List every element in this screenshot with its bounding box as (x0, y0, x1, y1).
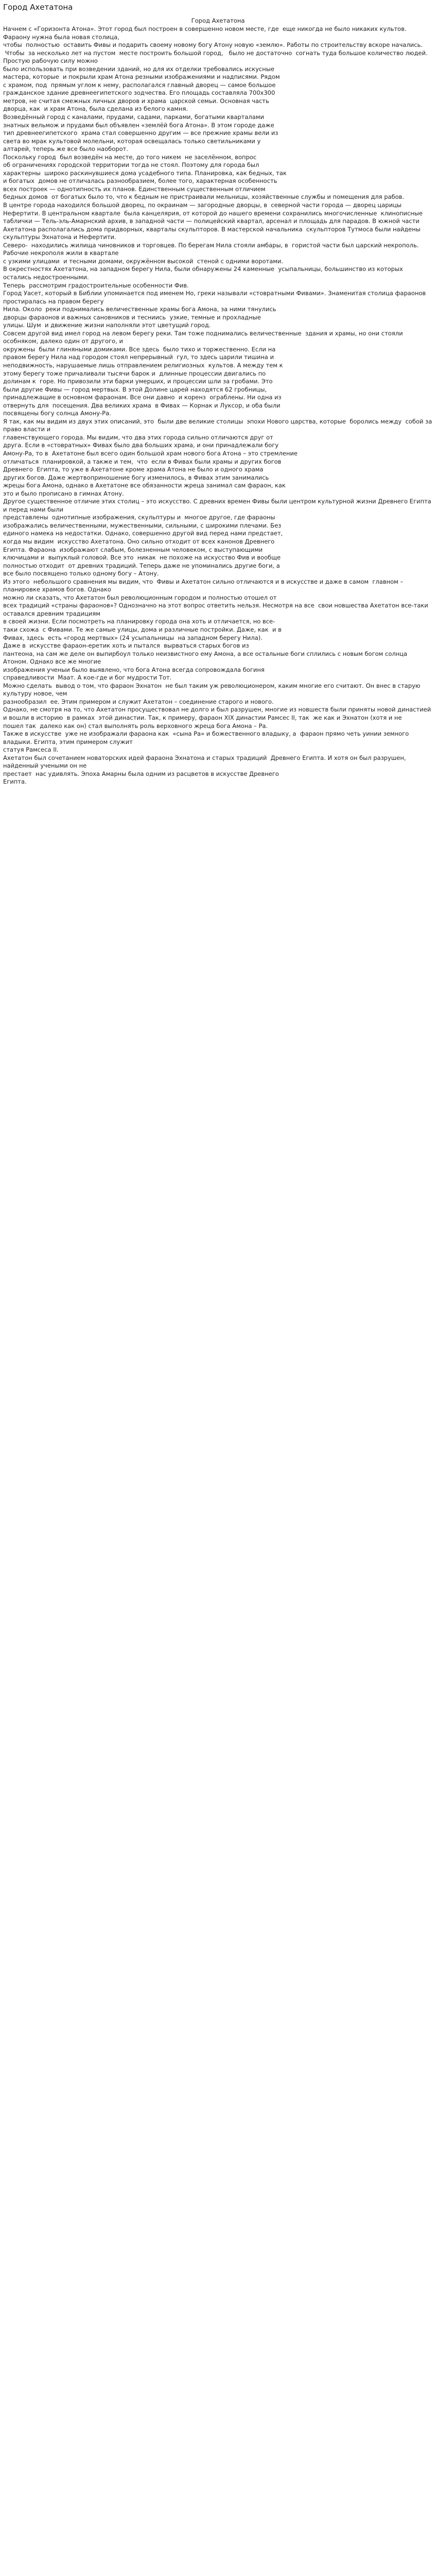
paragraph: Из этого небольшого сравнения мы видим, что Фивы и Ахетатон сильно отличаются и в искусстве и даже в самом главном – планировке храмов богов. Однако (3, 578, 405, 594)
paragraph: жрецы бога Амона, однако в Ахетатоне все обязанности жреца занимал сам фараон, как (3, 482, 286, 489)
paragraph: Ахетатона располагались дома придворных, кварталы скульпторов. В мастерской начальника скульпторов Тутмоса были найдены скульптуры Эхнатона и Нефертити. (3, 225, 425, 241)
paragraph: статуя Рамсеса II. (3, 746, 59, 754)
paragraph: В окрестностях Ахетатона, на западном берегу Нила, были обнаружены 24 каменные усыпальницы, большинство из которых остались недостроенными. (3, 265, 407, 281)
paragraph: можно ли сказать, что Ахетатон был революционным городом и полностью отошел от (3, 594, 277, 601)
paragraph: Чтобы за несколько лет на пустом месте построить большой город, было не достаточно согнать туда большое количество людей. Простую рабочую силу можно (3, 49, 430, 65)
paragraph: улицы. Шум и движение жизни наполняли этот цветущий город. (3, 321, 211, 329)
paragraph: Другое существенное отличие этих столиц – это искусство. С древних времен Фивы были центром культурной жизни Древнего Египта и перед нами были (3, 498, 433, 513)
document-page (0, 0, 436, 786)
document-body (3, 25, 433, 786)
paragraph: бедных домов от богатых было то, что к бедным не пристраивали мельницы, хозяйственные службы и помещения для рабов. (3, 193, 405, 201)
paragraph: были другие Фивы — город мертвых. В этой Долине царей находятся 62 гробницы, (3, 385, 267, 393)
paragraph: было использовать при возведении зданий, но для их отделки требовались искусные (3, 65, 274, 73)
paragraph: Теперь рассмотрим градостроительные особенности Фив. (3, 281, 189, 289)
paragraph: В центре города находился большой дворец, по окраинам — загородные дворцы, в северной части города — дворец царицы Нефертити. В центральном квартале была канцелярия, от которой до нашего времени сохранились многочисленные клинописные таблички — Тель-эль-Амарнский архив, в западной части — полицейский квартал, арсенал и площадь для парадов. В южной части (3, 201, 425, 225)
paragraph: с храмом, под прямым углом к нему, располагался главный дворец — самое большое (3, 81, 276, 89)
paragraph: этому берегу тоже причаливали тысячи барок и длинные процессии двигались по (3, 369, 266, 377)
paragraph: посвящены богу солнца Амону-Ра. (3, 410, 111, 417)
paragraph: с узкими улицами и тесными домами, окружённом высокой стеной с одними воротами. (3, 257, 284, 265)
paragraph: Фивах, здесь есть «город мертвых» (24 усыпальницы на западном берегу Нила). (3, 634, 263, 641)
paragraph: чтобы полностью оставить Фивы и подарить своему новому богу Атону новую «землю». Работы по строительству вскоре начались. (3, 41, 423, 49)
paragraph: алтарей, теперь же все было наоборот. (3, 145, 128, 153)
paragraph: Город Уасет, который в Библии упоминается под именем Но, греки называли «стовратными Фивами». Знаменитая столица фараонов простиралась на правом берегу (3, 290, 428, 305)
paragraph: дворца, как и храм Атона, была сделана из белого камня. (3, 105, 188, 113)
paragraph: Древнего Египта, то уже в Ахетатоне кроме храма Атона не было и одного храма (3, 466, 264, 473)
paragraph: в своей жизни. Если посмотреть на планировку города она хоть и отличается, но все- (3, 618, 275, 625)
paragraph: друга. Если в «стовратных» Фивах было два больших храма, и они принадлежали богу (3, 442, 279, 449)
paragraph: гражданское здание древнеегипетского зодчества. Его площадь составляла 700x300 (3, 89, 275, 97)
paragraph: знатных вельмож и прудами был объявлен «землёй бога Атона». В этом городе даже (3, 121, 274, 129)
document-subtitle: Город Ахетатона (191, 17, 245, 24)
paragraph: Египта. (3, 778, 27, 786)
paragraph: справедливости Маат. А кое-где и бог мудрости Тот. (3, 674, 172, 682)
paragraph: правом берегу Нила над городом стоял непрерывный гул, то здесь царили тишина и (3, 353, 274, 361)
paragraph: изображения ученыи было выявлено, что бога Атона всегда сопровождала богиня (3, 666, 265, 673)
paragraph: характерны широко раскинувшиеся дома усадебного типа. Планировка, как бедных, так (3, 169, 287, 177)
paragraph: представлены однотипные изображения, скульптуры и многое другое, где фараоны (3, 514, 275, 521)
paragraph: изображались величественными, мужественными, сильными, с широкими плечами. Без (3, 521, 282, 529)
paragraph: Возведённый город с каналами, прудами, садами, парками, богатыми кварталами (3, 113, 264, 121)
paragraph: Я так, как мы видим из двух этих описаний, это были две великие столицы эпохи Нового царства, которые боролись между собой за право власти и (3, 417, 434, 433)
paragraph: Совсем другой вид имел город на левом берегу реки. Там тоже поднимались величественные здания и храмы, но они стояли особняком, далеко один от другого, и (3, 329, 405, 345)
paragraph: главенствующего города. Мы видим, что два этих города сильно отличаются друг от (3, 433, 273, 441)
paragraph: таки схожа с Фивами. Те же самые улицы, дома и различные постройки. Даже, как и в (3, 626, 282, 634)
paragraph: Нила. Около реки поднимались величественные храмы бога Амона, за ними тянулись (3, 306, 276, 313)
paragraph: Амону-Ра, то в Ахетатоне был всего один большой храм нового бога Атона – это стремление (3, 449, 298, 457)
paragraph: отличаться планировкой, а также и тем, что если в Фивах были храмы и других богов (3, 457, 282, 465)
paragraph: это и было прописано в гимнах Атону. (3, 489, 124, 497)
paragraph: и богатых домов не отличалась разнообразием, более того, характерная особенность (3, 177, 277, 185)
paragraph: ключицами и выпуклый головой. Все это никак не похоже на искусство Фив и вообще (3, 554, 281, 562)
paragraph: долинам к горе. Но привозили эти барки умерших, и процессии шли за гробами. Это (3, 378, 273, 385)
paragraph: Поскольку город был возведён на месте, до того никем не заселённом, вопрос (3, 153, 257, 161)
paragraph: Даже в искусстве фараон-еретик хоть и пытался вырваться старых богов из (3, 642, 249, 650)
paragraph: Однако, не смотря на то, что Ахетатон просуществовал не долго и был разрушен, многие из новшеств были приняты новой династией (3, 706, 431, 714)
paragraph: об ограничениях городской территории тогда не стоял. Поэтому для города был (3, 161, 259, 169)
paragraph: Египта. Фараона изображают слабым, болезненным человеком, с выступающими (3, 546, 263, 553)
document-title: Город Ахетатона (3, 3, 73, 12)
paragraph: Можно сделать вывод о том, что фараон Эхнатон не был таким уж революционером, каким многие его считают. Он внес в старую культуру новое, чем (3, 682, 423, 698)
paragraph: дворцы фараонов и важных сановников и тесниись узкие, темные и прохладные (3, 313, 261, 321)
paragraph: мастера, которые и покрыли храм Атона резными изображениями и надписями. Рядом (3, 73, 280, 81)
paragraph: неподвижность, нарушаемые лишь отправлением религиозных культов. А между тем к (3, 361, 283, 369)
paragraph: и вошли в историю в рамках этой династии. Так, к примеру, фараон XIX династии Рамсес II, так же как и Эхнатон (хотя и не (3, 714, 402, 722)
paragraph: принадлежащие в основном фараонам. Все они давно и коренз ограблены. Ни одна из (3, 394, 282, 401)
paragraph: единого намека на недостатки. Однако, совершенно другой вид перед нами предстает, (3, 530, 283, 537)
paragraph: Начнем с «Горизонта Атона». Этот город был построен в совершенно новом месте, где еще никогда не было никаких культов. Фараону нужна была новая столица, (3, 25, 409, 41)
paragraph: когда мы видим искусство Ахетатона. Оно сильно отходит от всех канонов Древнего (3, 538, 275, 545)
paragraph: тип древнеегипетского храма стал совершенно другим — все прежние храмы вели из (3, 129, 278, 137)
paragraph: престает нас удивлять. Эпоха Амарны была одним из расцветов в искусстве Древнего (3, 770, 279, 777)
paragraph: метров, не считая смежных личных дворов и храма царской семьи. Основная часть (3, 97, 269, 105)
paragraph: всех традиций «страны фараонов»? Однозначно на этот вопрос ответить нельзя. Несмотря на все свои новшества Ахетатон все-таки оставался древним традициям (3, 602, 430, 617)
paragraph: Также в искусстве уже не изображали фараона как «сына Ра» и божественного владыку, а фараон прямо четь уинии земного владыки. Египта, этим примером служит (3, 730, 411, 745)
paragraph: пошел так далеко как он) стал выполнять роль верховного жреца бога Амона – Ра. (3, 722, 268, 730)
paragraph: всех построек — однотипность их планов. Единственным существенным отличием (3, 185, 266, 193)
paragraph: других богов. Даже жертвоприношение богу изменилось, в Фивах этим занимались (3, 473, 269, 481)
paragraph: Северо- находились жилища чиновников и торговцев. По берегам Нила стояли амбары, в гористой части был царский некрополь. Рабочие некрополя жили в квартале (3, 241, 421, 257)
paragraph: света во мрак культовой молельни, которая освещалась только светильниками у (3, 137, 261, 145)
paragraph: разнообразил ее. Этим примером и служит Ахетатон – соединение старого и нового. (3, 698, 274, 705)
paragraph: все было посвящено только одному богу – Атону. (3, 570, 159, 578)
paragraph: пантеона, на сам же деле он выпирбоул только неизвистного ему Амона, а все остальные боги сплились с новым богом солнца Атоном. Однако все же многие (3, 650, 409, 666)
paragraph: отвернуть для посещения. Два великих храма в Фивах — Корнак и Луксор, и оба были (3, 401, 281, 409)
paragraph: полностью отходит от древних традиций. Теперь даже не упоминались другие боги, а (3, 562, 280, 569)
paragraph: окружены были глиняными домиками. Все здесь было тихо и торжественно. Если на (3, 345, 276, 353)
paragraph: Ахетатон был сочетанием новаторских идей фараона Эхнатона и старых традиций Древнего Египта. И хотя он был разрушен, найденный учеными он не (3, 754, 408, 770)
